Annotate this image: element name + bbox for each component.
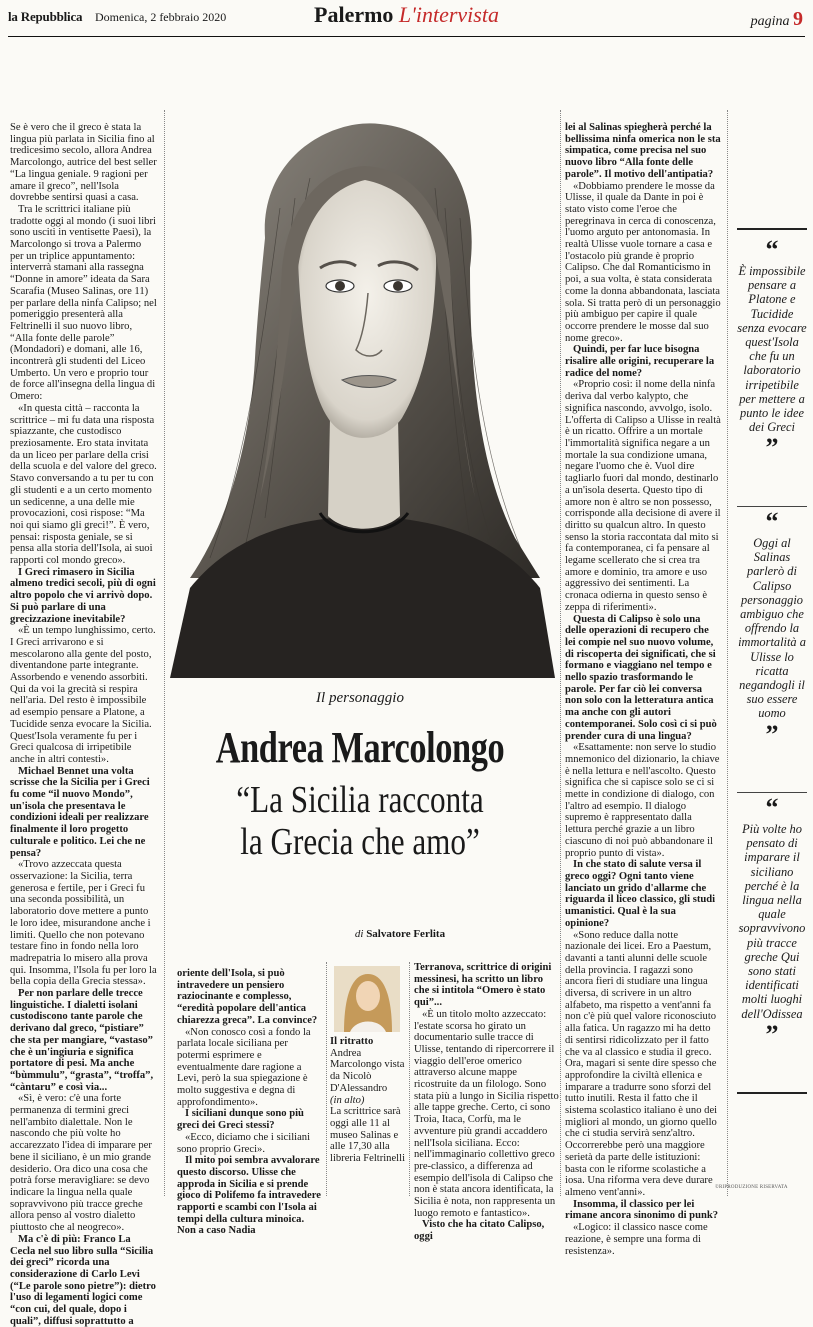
pull-quote-text: Oggi al Salinas parlerò di Calipso personaggio ambiguo che offrendo la immortalità a Ulisse lo ricatta negandogli il suo essere uomo	[738, 536, 806, 721]
close-quote-mark: ”	[765, 719, 779, 749]
caption-text-1: Andrea Marcolongo vista da Nicolò D'Alessandro	[330, 1047, 405, 1094]
close-quote-mark: ”	[765, 433, 779, 463]
column-divider	[409, 962, 410, 1196]
question-paragraph: Quindi, per far luce bisogna risalire alle origini, recuperare la radice del nome?	[565, 344, 715, 379]
byline-prefix: di	[354, 928, 364, 940]
photo-caption	[330, 1036, 408, 1196]
headline-line-2: la Grecia che amo”	[240, 821, 480, 863]
article-column-bottom-1	[177, 968, 323, 1237]
body-paragraph: «È un tempo lunghissimo, certo. I Greci arrivarono e si mescolarono alla gente del posto, diventandone parte integrante. Assorbendo e venendo assorbiti. Qui da voi la grecità si respira nell'aria. Del resto è impossibile ad esempio pensare a Platone, a Tucidide senza evocare la Sicilia. Quest'Isola veramente fu per i Greci qualcosa di irripetibile anche in altri contesti».	[10, 625, 156, 765]
open-quote-mark: “	[765, 793, 779, 822]
caption-note: (in alto)	[330, 1094, 365, 1106]
pull-quote-1	[737, 235, 807, 463]
question-paragraph: Questa di Calipso è solo una delle operazioni di recupero che lei compie nel suo nuovo volume, di riscoperta dei significati, che si formano e viaggiano nel tempo e nello spazio trasformando le parole. Per far ciò lei conversa non solo con la letteratura antica ma anche con gli autori contemporanei. Solo così ci si può prender cura di una lingua?	[565, 613, 717, 742]
body-paragraph: «È un titolo molto azzeccato: l'estate scorsa ho girato un documentario sulle tracce di Ulisse, tentando di ripercorrere il viaggio dell'eroe omerico attraverso alcune mappe ricostruite da un filologo. Sono stata più a lungo in Sicilia rispetto alle tappe greche. Certo, ci sono Troia, Itaca, Corfù, ma le avventure più grandi accaddero nell'Isola siciliana. Ecco: nell'immaginario collettivo greco pre-classico, a differenza ad esempio dell'isola di Calipso che non è stata ancora identificata, la Sicilia è nota, non rappresenta un luogo remoto e fantastico».	[414, 1008, 559, 1219]
question-paragraph: Ma c'è di più: Franco La Cecla nel suo libro sulla “Sicilia dei greci” ricorda una considerazione di Carlo Levi (“Le parole sono pietre”): dietro l'uso di legamenti logici come “con cui, del quale, dopo i quali”, diffusi soprattutto a	[10, 1233, 156, 1327]
question-paragraph: Terranova, scrittrice di origini messinesi, ha scritto un libro che si intitola “Omero è stato qui”...	[414, 962, 552, 1009]
body-paragraph: «In questa città – racconta la scrittrice – mi fu data una risposta spiazzante, che custodisco preziosamente. Ero stata invitata da un liceo per parlare della crisi della scuola e del valore del greco. Stavo conversando a tu per tu con gli studenti e a un certo momento un sedicenne, a una delle mie provocazioni, così rispose: “Ma noi qui siamo gli greci!”. È vero, pensai: risposta geniale, se si pensa alla storia dell'Isola, ai suoi rapporti col mondo greco».	[10, 402, 157, 567]
article-title-name: Andrea Marcolongo	[215, 723, 505, 772]
body-paragraph: «Non conosco così a fondo la parlata locale siciliana per potermi esprimere e eventualmente dare ragione a Levi, però la sua spiegazione è molto suggestiva e degna di approfondimento».	[177, 1026, 311, 1108]
column-divider	[326, 962, 327, 1196]
caption-text-2: La scrittrice sarà oggi alle 11 al museo Salinas e alle 17,30 alla libreria Feltrinelli	[330, 1106, 406, 1165]
body-paragraph: «Sono reduce dalla notte nazionale dei licei. Ero a Paestum, davanti a tanti alunni delle scuole della provincia. I ragazzi sono ancora fieri di studiare una lingua diversa, di scrivere in un altro alfabeto, ma rispetto a vent'anni fa non c'è più quel valore riconosciuto alla fatica. Un ragazzo mi ha detto di sentirsi ridicolizzato per il fatto che va al classico e studia il greco. Ora, magari si sente dire spesso che approfondire la civiltà ellenica e imparare a tradurre sono sforzi del tutto inutili. Resta il fatto che il sistema scolastico italiano è uno dei migliori al mondo, un giorno quello che ci studia servirà senz'altro. Occorrerebbe però una maggiore serietà da parte delle istituzioni: basta con le riforme scolastiche a iosa. Una riforma vera deve durare almeno vent'anni».	[565, 929, 718, 1198]
sidebar-rule	[737, 1092, 807, 1094]
pull-quote-text: È impossibile pensare a Platone e Tucidide senza evocare quest'Isola che fu un laboratorio irripetibile per mettere a punto le idee dei Greci	[737, 264, 807, 435]
sidebar-rule	[737, 228, 807, 230]
byline	[300, 928, 500, 940]
body-paragraph: Tra le scrittrici italiane più tradotte oggi al mondo (i suoi libri sono usciti in ventisette Paesi), la Marcolongo si trova a Palermo per un triplice appuntamento: interverrà stamani alla rassegna “Donne in amore” ideata da Sara Scarafia (Museo Salinas, ore 11) per parlare della ninfa Calipso; nel pomeriggio presenterà alla Feltrinelli il suo nuovo libro, “Alla fonte delle parole” (Mondadori) e domani, alle 16, incontrerà gli studenti del Liceo Umberto. Un vero e proprio tour de force all'insegna della lingua di Omero:	[10, 203, 157, 403]
question-paragraph: Per non parlare delle trecce linguistiche. I dialetti isolani custodiscono tante parole che derivano dal greco, “pistiare” che sta per mangiare, “vastaso” che è un'ingiuria e significa portatore di pesi. Ma anche “bùmmulu”, “grasta”, “troffa”, “càntaru” e così via...	[10, 988, 154, 1093]
issue-date: Domenica, 2 febbraio 2020	[95, 10, 227, 24]
page-number-value: 9	[793, 8, 803, 30]
question-paragraph: Insomma, il classico per lei rimane ancora sinonimo di punk?	[565, 1198, 719, 1222]
body-paragraph: Se è vero che il greco è stata la lingua più parlata in Sicilia fino al tredicesimo secolo, allora Andrea Marcolongo, autrice del best seller “La lingua geniale. 9 ragioni per amare il greco”, nell'Isola dovrebbe sentirsi quasi a casa.	[10, 122, 157, 204]
page-header	[0, 0, 813, 34]
header-rule	[8, 36, 805, 37]
question-paragraph: lei al Salinas spiegherà perché la bellissima ninfa omerica non le sta simpatica, come precisa nel suo nuovo libro “Alla fonte delle parole”. Il motivo dell'antipatia?	[565, 122, 721, 180]
body-paragraph: «Logico: il classico nasce come reazione, è sempre una forma di resistenza».	[565, 1222, 708, 1257]
question-paragraph: I siciliani dunque sono più greci dei Greci stessi?	[177, 1108, 304, 1132]
pull-quote-3	[737, 793, 807, 1049]
body-paragraph: «Trovo azzeccata questa osservazione: la Sicilia, terra generosa e fertile, per i Greci fu una seconda possibilità, un laboratorio dove mettere a punto le loro idee, misurandone anche i limiti. Quello che non potevano testare fino in fondo nella loro madrepatria lo misero alla prova qui. Insomma, l'Isola fu per loro la bella copia della Grecia stessa».	[10, 859, 157, 988]
article-kicker: Il personaggio	[316, 690, 404, 706]
column-divider	[727, 110, 728, 1196]
question-paragraph: Il mito poi sembra avvalorare questo discorso. Ulisse che approda in Sicilia e si prende gioco di Polifemo fa intravedere rapporti e scambi con l'Isola ai tempi della cultura minoica. Non a caso Nadia	[177, 1155, 321, 1237]
open-quote-mark: “	[765, 235, 779, 264]
byline-author: Salvatore Ferlita	[366, 928, 446, 940]
page-number	[751, 8, 803, 31]
question-paragraph: Michael Bennet una volta scrisse che la Sicilia per i Greci fu come “il nuovo Mondo”, un'isola che presentava le condizioni ideali per realizzare finalmente il loro progetto culturale e politico. Lei che ne pensa?	[10, 765, 150, 859]
body-paragraph: «Sì, è vero: c'è una forte permanenza di termini greci nell'ambito dialettale. Non le nascondo che più volte ho accarezzato l'idea di imparare per bene il siciliano, è un mio grande desiderio. Ora dico una cosa che potrà forse meravigliare: se devo indicare la lingua nella quale sopravvivono più tracce greche allora penso al vostro dialetto piuttosto che al neogreco».	[10, 1093, 152, 1234]
author-photo	[334, 966, 400, 1032]
column-divider	[164, 110, 165, 1196]
masthead: la Repubblica	[8, 9, 83, 24]
headline-line-1: “La Sicilia racconta	[236, 779, 484, 821]
close-quote-mark: ”	[765, 1019, 779, 1049]
question-paragraph: Visto che ha citato Calipso, oggi	[414, 1219, 545, 1243]
question-paragraph: oriente dell'Isola, si può intravedere un pensiero raziocinante e complesso, “eredità popolare dell'antica chiarezza greca”. La convince?	[177, 968, 318, 1026]
body-paragraph: «Dobbiamo prendere le mosse da Ulisse, il quale da Dante in poi è stato visto come l'eroe che peregrinava in cerca di conoscenza, l'uomo arguto per antonomasia. In realtà Ulisse vuole tornare a casa e l'ostacolo più grande è proprio Calipso. Che dal Romanticismo in poi, a sua volta, è stata considerata come la donna abbandonata, lasciata sola. Si tratta però di un personaggio più ambiguo per capire il quale occorre prendere le mosse dal suo nome greco».	[565, 180, 721, 344]
body-paragraph: «Esattamente: non serve lo studio mnemonico del dizionario, la chiave è nella lettura e nell'ascolto. Questo significa che si capisce solo se ci si mette in condizione di dialogo, con l'altro ad esempio. Il dialogo supremo è rappresentato dalla lettura perché grazie a un libro ciascuno di noi può abbandonare il proprio punto di vista».	[565, 742, 720, 859]
column-divider	[560, 110, 561, 1196]
article-column-left	[10, 122, 157, 1327]
body-paragraph: «Proprio così: il nome della ninfa deriva dal verbo kalypto, che significa nascondo, avvolgo, isolo. L'offerta di Calipso a Ulisse in realtà è un ricatto. Offrire a un mortale l'immortalità significa negare a un mortale la sua condizione umana, negare l'uomo che è. Vuol dire tagliarlo fuori dal mondo, destinarlo a un'isola deserta. Questo tipo di amore non è altro se non possesso, corrisponde alla decisione di avere il diritto su qualcun altro. In questo senso la storia raccontata dal mito si fa contemporanea, ci fa pensare al legame scellerato che si crea tra amore e dominio, tra amore e uso aggressivo dei sentimenti. La cronaca odierna in questo senso è zeppa di riferimenti».	[565, 379, 721, 613]
copyright-note: ©RIPRODUZIONE RISERVATA	[715, 1185, 788, 1190]
section-title	[0, 2, 813, 28]
section-name: Palermo	[314, 2, 394, 27]
article-column-bottom-3	[414, 962, 560, 1243]
question-paragraph: In che stato di salute versa il greco oggi? Ogni tanto viene lanciato un grido d'allarme che riguarda il liceo classico, gli studi umanistici. Qual è la sua opinione?	[565, 859, 716, 929]
section-subtitle: L'intervista	[398, 2, 499, 27]
pull-quote-2	[737, 507, 807, 749]
body-paragraph: «Ecco, diciamo che i siciliani sono proprio Greci».	[177, 1131, 311, 1155]
article-headline	[188, 779, 532, 863]
open-quote-mark: “	[765, 507, 779, 536]
question-paragraph: I Greci rimasero in Sicilia almeno tredici secoli, più di ogni altro popolo che vi arrivò dopo. Si può parlare di una grecizzazione inevitabile?	[10, 566, 156, 625]
article-column-right	[565, 122, 721, 1257]
page-label: pagina	[750, 14, 790, 29]
portrait-drawing	[170, 118, 555, 678]
caption-title: Il ritratto	[330, 1036, 374, 1047]
pull-quote-text: Più volte ho pensato di imparare il siciliano perché è la lingua nella quale sopravvivono più tracce greche Qui sono stati identificati molti luoghi dell'Odissea	[738, 822, 806, 1021]
